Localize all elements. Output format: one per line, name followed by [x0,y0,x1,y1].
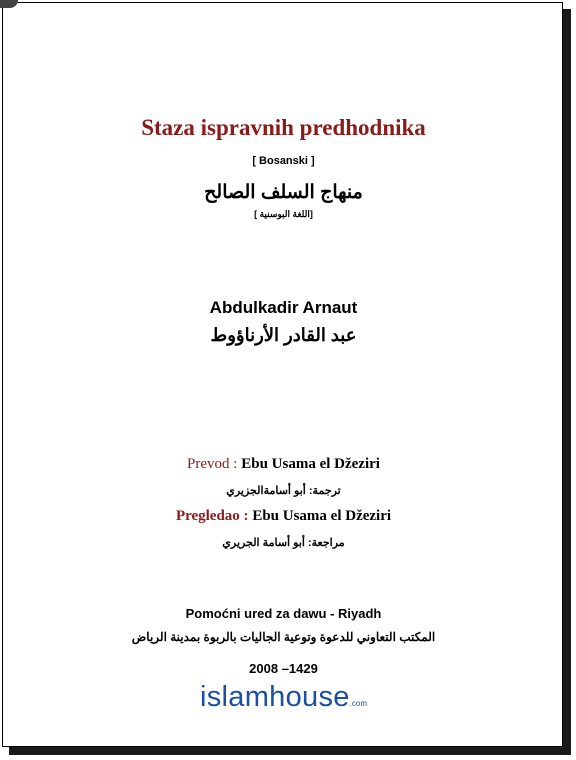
reviewer-line [3,508,564,525]
logo-text: islamhouse [199,681,350,713]
arabic-reviewer: مراجعة: أبو أسامة الجريري [222,537,345,549]
translator-label: Prevod : [187,456,238,472]
arabic-author-name: عبد القادر الأرناؤوط [210,325,357,345]
reviewer-name: Ebu Usama el Džeziri [252,508,392,524]
arabic-title: منهاج السلف الصالح [204,182,363,203]
author-name: Abdulkadir Arnaut [209,298,358,317]
translator-line [3,456,564,473]
cover-page [2,2,563,747]
arabic-language-tag: [اللغة البوسنية ] [254,209,313,219]
publication-year: 2008 –1429 [249,661,318,676]
language-tag: [ Bosanski ] [252,155,315,167]
islamhouse-logo[interactable] [3,681,564,714]
reviewer-label: Pregledao : [175,508,249,524]
book-title: Staza ispravnih predhodnika [141,115,426,140]
arabic-publisher-name: المكتب التعاوني للدعوة وتوعية الجاليات بالربوة بمدينة الرياض [131,630,436,644]
translator-name: Ebu Usama el Džeziri [241,456,380,472]
publisher-name: Pomoćni ured za dawu - Riyadh [185,606,382,621]
logo-domain: .com [349,699,368,708]
arabic-translator: ترجمة: أبو أسامةالجزيري [226,485,341,497]
